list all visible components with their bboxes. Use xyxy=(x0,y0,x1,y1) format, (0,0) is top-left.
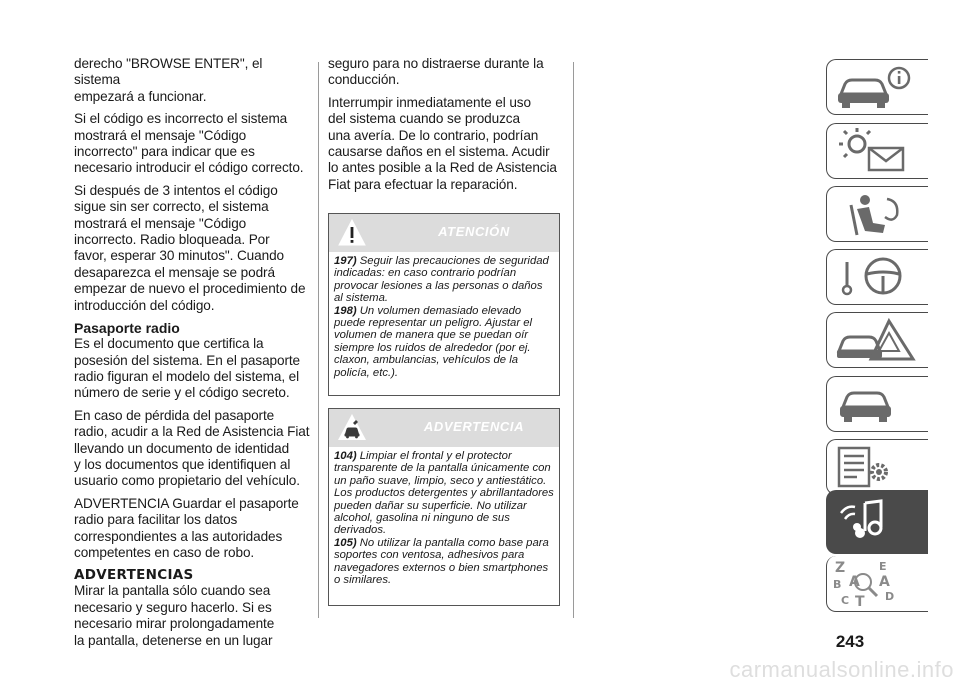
paragraph: En caso de pérdida del pasaporte radio, acudir a la Red de Asistencia Fiat llevando un documento de identidad y los documentos que identifiquen al usuario como propietario del vehículo. xyxy=(74,407,310,489)
caution-box-title: ADVERTENCIA xyxy=(423,419,525,434)
note-number: 197) xyxy=(334,255,357,267)
seat-airbag-icon xyxy=(827,187,927,241)
note-text: No utilizar la pantalla como base para soportes con ventosa, adhesivos para navegadores externos o bien smartphones o similares. xyxy=(334,536,549,587)
chapter-tab-car-info[interactable] xyxy=(826,59,928,115)
chapter-tab-starting[interactable] xyxy=(826,249,928,305)
column-divider xyxy=(573,62,574,618)
warning-box-header xyxy=(329,214,559,252)
note-item xyxy=(334,305,554,379)
svg-text:A: A xyxy=(849,574,860,590)
svg-text:D: D xyxy=(885,590,895,603)
svg-text:E: E xyxy=(879,560,887,573)
svg-text:B: B xyxy=(833,578,842,591)
note-number: 198) xyxy=(334,304,357,317)
car-maintenance-icon xyxy=(827,377,927,431)
paragraph: derecho "BROWSE ENTER", el sistema empezará a funcionar. xyxy=(74,56,263,104)
svg-text:C: C xyxy=(841,594,850,607)
note-text: Un volumen demasiado elevado puede representar un peligro. Ajustar el volumen de manera que se puedan oír siempre los ruidos de alrededor (por ej. claxon, ambulancias, vehículos de la policía, etc.). xyxy=(334,304,533,379)
chapter-tab-index[interactable] xyxy=(826,556,928,612)
breakdown-warning-icon xyxy=(827,313,927,367)
car-hand-icon xyxy=(337,413,367,443)
key-steering-wheel-icon xyxy=(827,250,927,304)
chapter-tab-safety[interactable] xyxy=(826,186,928,242)
note-text: Seguir las precauciones de seguridad indicadas: en caso contrario podrían provocar lesiones a las personas o daños al sistema. xyxy=(334,255,549,305)
svg-text:Z: Z xyxy=(835,560,846,576)
lights-message-icon xyxy=(827,124,927,178)
chapter-tab-lights[interactable] xyxy=(826,123,928,179)
specifications-gear-icon xyxy=(827,440,927,494)
svg-text:T: T xyxy=(855,594,865,610)
paragraph: Si el código es incorrecto el sistema mostrará el mensaje "Código incorrecto" para indicar que es necesario introducir el código correcto. xyxy=(74,111,304,176)
note-item xyxy=(334,450,554,537)
watermark: carmanualsonline.info xyxy=(729,657,954,682)
column-divider xyxy=(318,62,319,618)
note-text: Limpiar el frontal y el protector transparente de la pantalla únicamente con un paño suave, limpio, seco y antiestático. Los productos detergentes y abrillantadores pueden dañar su superficie. No utilizar alcohol, gasolina ni ninguno de sus derivados. xyxy=(334,450,554,537)
paragraph: Interrumpir inmediatamente el uso del sistema cuando se produzca una avería. De lo contrario, podrían causarse daños en el sistema. Acudir lo antes posible a la Red de Asistencia Fiat para efectuar la reparación. xyxy=(328,94,557,192)
text-column-left xyxy=(74,56,310,649)
page-number: 243 xyxy=(835,632,865,651)
svg-text:A: A xyxy=(879,574,890,590)
note-item xyxy=(334,537,554,587)
paragraph: Mirar la pantalla sólo cuando sea necesario y seguro hacerlo. Si es necesario mirar prolongadamente la pantalla, detenerse en un lugar xyxy=(74,583,275,648)
caution-box-header xyxy=(329,409,559,447)
section-heading: ADVERTENCIAS xyxy=(74,567,194,584)
section-heading: Pasaporte radio xyxy=(74,320,180,337)
note-item xyxy=(334,255,554,305)
note-number: 104) xyxy=(334,450,357,462)
paragraph: ADVERTENCIA Guardar el pasaporte radio para facilitar los datos correspondientes a las autoridades competentes en caso de robo. xyxy=(74,495,299,560)
chapter-tab-maintenance[interactable] xyxy=(826,376,928,432)
warning-box xyxy=(328,213,560,396)
text-column-middle xyxy=(328,56,564,199)
note-number: 105) xyxy=(334,536,357,549)
paragraph: Es el documento que certifica la posesión del sistema. En el pasaporte radio figuran el modelo del sistema, el número de serie y el código secreto. xyxy=(74,336,301,401)
chapter-tab-emergency[interactable] xyxy=(826,312,928,368)
multimedia-music-icon xyxy=(827,491,927,553)
chapter-tab-multimedia[interactable] xyxy=(826,490,928,554)
caution-box xyxy=(328,408,560,606)
chapter-tab-technical[interactable] xyxy=(826,439,928,495)
paragraph: seguro para no distraerse durante la conducción. xyxy=(328,56,544,88)
warning-triangle-icon xyxy=(337,218,367,248)
paragraph: Si después de 3 intentos el código sigue sin ser correcto, el sistema mostrará el mensaje "Código incorrecto. Radio bloqueada. Por favor, esperar 30 minutos". Cuando desaparezca el mensaje se podrá empezar de nuevo el procedimiento de introducción del código. xyxy=(74,182,306,313)
car-info-icon xyxy=(827,60,927,114)
warning-box-body xyxy=(329,252,559,383)
caution-box-body xyxy=(329,447,559,590)
alphabetical-index-icon xyxy=(827,556,927,610)
warning-box-title: ATENCIÓN xyxy=(438,224,510,239)
